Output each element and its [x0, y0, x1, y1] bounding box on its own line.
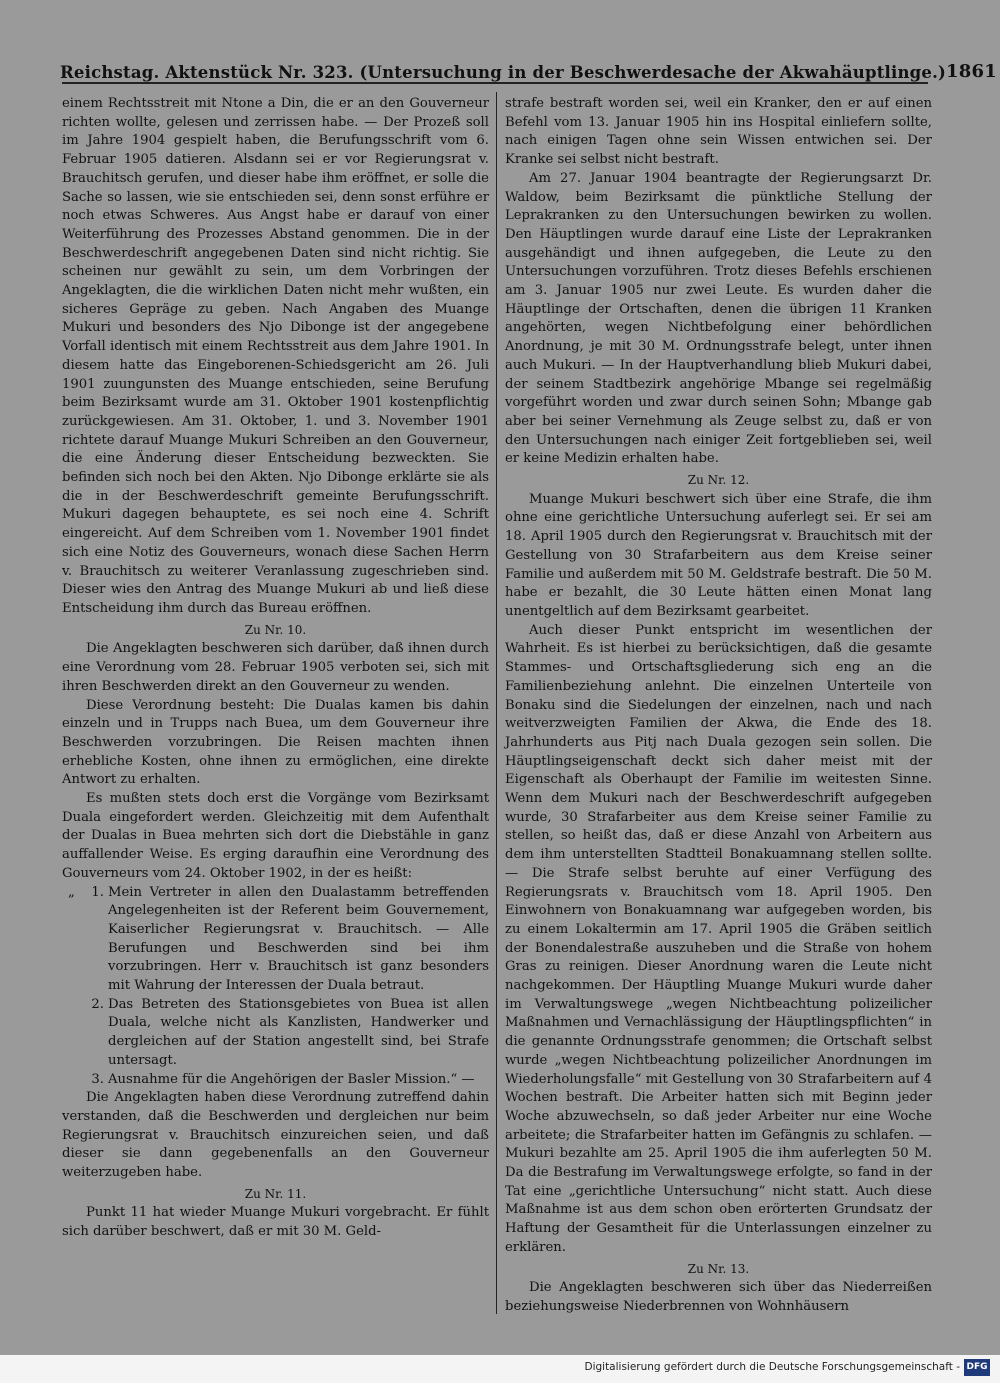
header-rule [62, 82, 928, 84]
paragraph: Auch dieser Punkt entspricht im wesentlichen der Wahrheit. Es ist hierbei zu berücksichtigen, daß die gesamte Stammes- und Ortschaftsgliederung sich eng an die Familienbeziehung anlehnt. Die einzelnen Unterteile von Bonaku sind die Siedelungen der einzelnen, nach und nach weitverzweigten Familien der Akwa, die Ende des 18. Jahrhunderts aus Pitj nach Duala gezogen sein sollen. Die Häuptlingseigenschaft deckt sich daher meist mit der Eigenschaft als Oberhaupt der Familie im weitesten Sinne. Wenn dem Mukuri nach der Beschwerdeschrift aufgegeben wurde, 30 Strafarbeiter aus dem Kreise seiner Familie zu stellen, so heißt das, daß er diese Anzahl von Arbeitern aus dem ihm unterstellten Stadtteil Bonakuamnang stellen sollte. — Die Strafe selbst beruhte auf einer Verfügung des Regierungsrats v. Brauchitsch vom 18. April 1905. Den Einwohnern von Bonakuamnang war aufgegeben worden, bis zu einem Lokaltermin am 17. April 1905 die Gräben seitlich der Bonendalestraße auszuheben und die Straße von hohem Gras zu reinigen. Dieser Anordnung waren die Leute nicht nachgekommen. Der Häuptling Muange Mukuri wurde daher im Verwaltungswege „wegen Nichtbeachtung polizeilicher Maßnahmen und Vernachlässigung der Häuptlingspflichten“ in die genannte Ordnungsstrafe genommen; die Ortschaft selbst wurde „wegen Nichtbeachtung polizeilicher Anordnungen im Wiederholungsfalle“ mit Gestellung von 30 Strafarbeitern auf 4 Wochen bestraft. Die Arbeiter hatten sich mit Beginn jeder Woche abzuwechseln, so daß jeder Arbeiter nur eine Woche arbeitete; die Strafarbeiter hatten im Gefängnis zu schlafen. — Mukuri bezahlte am 25. April 1905 die ihm auferlegten 50 M. Da die Bestrafung im Verwaltungswege erfolgte, so fand in der Tat eine „gerichtliche Untersuchung“ nicht statt. Auch diese Maßnahme ist aus dem schon oben erörterten Grundsatz der Haftung der Gesamtheit für die Unterlassungen einzelner zu erklären. [505, 622, 932, 1255]
paragraph: Muange Mukuri beschwert sich über eine Strafe, die ihm ohne eine gerichtliche Untersuchung auferlegt sei. Er sei am 18. April 1905 durch den Regierungsrat v. Brauchitsch mit der Gestellung von 30 Strafarbeitern aus dem Kreise seiner Familie und außerdem mit 50 M. Geldstrafe bestraft. Die 50 M. habe er bezahlt, die 30 Leute hätten einen Monat lang unentgeltlich auf dem Bezirksamt gearbeitet. [505, 491, 932, 619]
section-heading-12: Zu Nr. 12. [687, 473, 750, 488]
list-number: 3. [91, 1071, 104, 1087]
left-column [62, 95, 489, 1242]
list-item [91, 1071, 489, 1090]
list-item [68, 884, 489, 996]
opening-quote: „ [68, 884, 75, 900]
paragraph: Es mußten stets doch erst die Vorgänge vom Bezirksamt Duala eingefordert werden. Gleichzeitig mit dem Aufenthalt der Dualas in Buea mehrten sich dort die Diebstähle in ganz auffallender Weise. Es erging daraufhin eine Verordnung des Gouverneurs vom 24. Oktober 1902, in der es heißt: [62, 791, 489, 881]
ordinance-list [62, 884, 489, 1090]
list-number: 2. [91, 996, 104, 1012]
dfg-logo: DFG [964, 1359, 990, 1376]
column-divider [496, 92, 497, 1314]
paragraph: einem Rechtsstreit mit Ntone a Din, die er an den Gouverneur richten wollte, gelesen und zerrissen habe. — Der Prozeß soll im Jahre 1904 gespielt haben, die Berufungsschrift vom 6. Februar 1905 datieren. Alsdann sei er vor Regierungsrat v. Brauchitsch gerufen, und dieser habe ihm eröffnet, er solle die Sache so lassen, wie sie entschieden sei, denn sonst erführe er noch etwas Schweres. Aus Angst habe er darauf von einer Weiterführung des Prozesses Abstand genommen. Die in der Beschwerdeschrift angegebenen Daten sind nicht richtig. Sie scheinen nur gewählt zu sein, um dem Vorbringen der Angeklagten, die die wirklichen Daten nicht mehr wußten, ein sicheres Gepräge zu geben. Nach Angaben des Muange Mukuri und besonders des Njo Dibonge ist der angegebene Vorfall identisch mit einem Rechtsstreit aus dem Jahre 1901. In diesem hatte das Eingeborenen-Schiedsgericht am 26. Juli 1901 zuungunsten des Muange entschieden, seine Berufung beim Bezirksamt wurde am 31. Oktober 1901 kostenpflichtig zurückgewiesen. Am 31. Oktober, 1. und 3. November 1901 richtete darauf Muange Mukuri Schreiben an den Gouverneur, die eine Änderung dieser Entscheidung bezweckten. Sie befinden sich noch bei den Akten. Njo Dibonge erklärte sie als die in der Beschwerdeschrift gemeinte Berufungsschrift. Mukuri dagegen behauptete, es sei noch eine 4. Schrift eingereicht. Auf dem Schreiben vom 1. November 1901 findet sich eine Notiz des Gouverneurs, wonach diese Sachen Herrn v. Brauchitsch zu weiterer Veranlassung zugeschrieben sind. Dieser wies den Antrag des Muange Mukuri ab und ließ diese Entscheidung ihm durch das Bureau eröffnen. [62, 96, 489, 616]
page-header [60, 50, 997, 82]
right-column [505, 95, 932, 1317]
list-text: Mein Vertreter in allen den Dualastamm betreffenden Angelegenheiten ist der Referent beim Gouvernement, Kaiserlicher Regierungsrat v. Brauchitsch. — Alle Berufungen und Beschwerden sind bei ihm vorzubringen. Herr v. Brauchitsch ist ganz besonders mit Wahrung der Interessen der Duala betraut. [108, 884, 489, 994]
paragraph: Die Angeklagten haben diese Verordnung zutreffend dahin verstanden, daß die Beschwerden und dergleichen nur beim Regierungsrat v. Brauchitsch einzureichen seien, und daß dieser sie dann gegebenenfalls an den Gouverneur weiterzugeben habe. [62, 1090, 489, 1181]
paragraph: Die Angeklagten beschweren sich über das Niederreißen beziehungsweise Niederbrennen von Wohnhäusern [505, 1280, 932, 1314]
section-heading-13: Zu Nr. 13. [687, 1261, 750, 1276]
running-title: Reichstag. Aktenstück Nr. 323. (Untersuchung in der Beschwerdesache der Akwahäuptlinge.) [60, 63, 947, 82]
section-heading-10: Zu Nr. 10. [244, 622, 307, 637]
page-number: 1861 [946, 61, 997, 82]
paragraph: Am 27. Januar 1904 beantragte der Regierungsarzt Dr. Waldow, beim Bezirksamt die pünktliche Stellung der Leprakranken zu den Untersuchungen bewirken zu wollen. Den Häuptlingen wurde darauf eine Liste der Leprakranken ausgehändigt und ihnen aufgegeben, die Leute zu den Untersuchungen vorzuführen. Trotz dieses Befehls erschienen am 3. Januar 1905 nur zwei Leute. Es wurden daher die Häuptlinge der Ortschaften, denen die übrigen 11 Kranken angehörten, wegen Nichtbefolgung einer behördlichen Anordnung, je mit 30 M. Ordnungsstrafe belegt, unter ihnen auch Mukuri. — In der Hauptverhandlung blieb Mukuri dabei, der seinem Stadtbezirk angehörige Mbange sei regelmäßig vorgeführt worden und zwar durch seinen Sohn; Mbange gab aber bei seiner Vernehmung als Zeuge selbst zu, daß er von den Untersuchungen nach einiger Zeit fortgeblieben sei, weil er keine Medizin erhalten habe. [505, 170, 932, 467]
list-text: Ausnahme für die Angehörigen der Basler Mission.“ — [108, 1071, 475, 1087]
paragraph: strafe bestraft worden sei, weil ein Kranker, den er auf einen Befehl vom 13. Januar 1905 hin ins Hospital einliefern sollte, nach einigen Tagen ohne sein Wissen entwichen sei. Der Kranke sei selbst nicht bestraft. [505, 96, 932, 168]
paragraph: Punkt 11 hat wieder Muange Mukuri vorgebracht. Er fühlt sich darüber beschwert, daß er mit 30 M. Geld- [62, 1205, 489, 1240]
paragraph: Die Angeklagten beschweren sich darüber, daß ihnen durch eine Verordnung vom 28. Februar 1905 verboten sei, sich mit ihren Beschwerden direkt an den Gouverneur zu wenden. [62, 641, 489, 694]
list-text: Das Betreten des Stationsgebietes von Buea ist allen Duala, welche nicht als Kanzlisten, Handwerker und dergleichen auf der Station angestellt sind, bei Strafe untersagt. [108, 996, 489, 1068]
list-item [91, 996, 489, 1071]
paragraph: Diese Verordnung besteht: Die Dualas kamen bis dahin einzeln und in Trupps nach Buea, um dem Gouverneur ihre Beschwerden vorzubringen. Die Reisen machten ihnen erhebliche Kosten, ohne ihnen zu ermöglichen, eine direkte Antwort zu erhalten. [62, 697, 489, 788]
funding-credit: Digitalisierung gefördert durch die Deutsche Forschungsgemeinschaft - [584, 1361, 960, 1373]
digitization-footer [0, 1355, 1000, 1383]
section-heading-11: Zu Nr. 11. [244, 1186, 307, 1201]
list-number: 1. [91, 884, 104, 900]
